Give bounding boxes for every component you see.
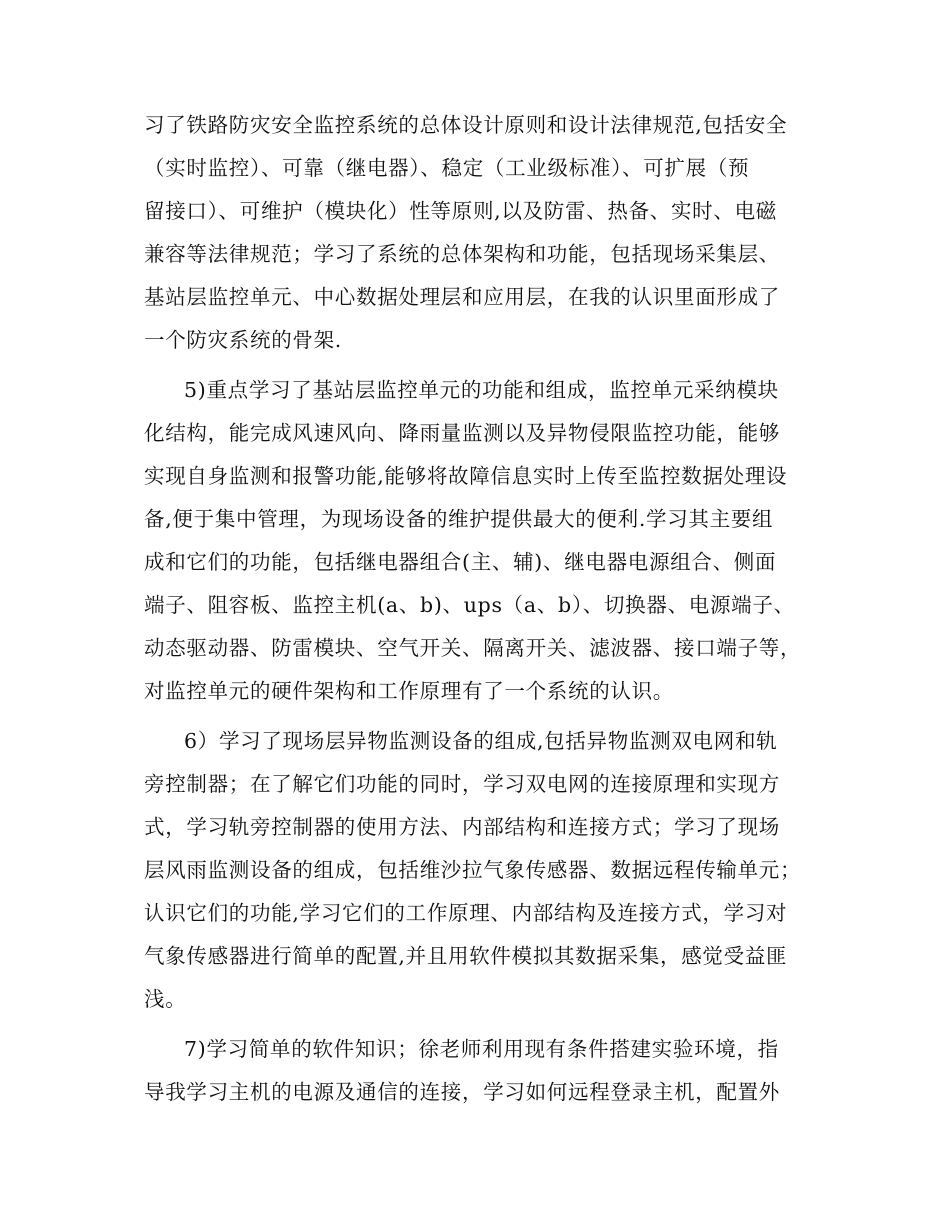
text-line: 习了铁路防灾安全监控系统的总体设计原则和设计法律规范,包括安全 (144, 113, 788, 137)
text-line: 浅。 (144, 987, 187, 1011)
text-line: 留接口）、可维护（模块化）性等原则,以及防雷、热备、实时、电磁 (144, 199, 777, 223)
text-line: 旁控制器；在了解它们功能的同时，学习双电网的连接原理和实现方 (144, 772, 780, 796)
text-line: 7)学习简单的软件知识；徐老师利用现有条件搭建实验环境，指 (184, 1037, 779, 1061)
text-line: 5)重点学习了基站层监控单元的功能和组成，监控单元采纳模块 (184, 378, 779, 402)
text-line: （实时监控）、可靠（继电器）、稳定（工业级标准）、可扩展（预 (144, 156, 750, 180)
text-line: 成和它们的功能，包括继电器组合(主、辅)、继电器电源组合、侧面 (144, 550, 777, 574)
text-line: 气象传感器进行简单的配置,并且用软件模拟其数据采集，感觉受益匪 (144, 944, 788, 968)
text-line: 对监控单元的硬件架构和工作原理有了一个系统的认识。 (144, 679, 674, 703)
text-line: 一个防灾系统的骨架. (144, 328, 343, 352)
paragraph-gap (144, 713, 824, 720)
paragraph-gap (144, 362, 824, 369)
text-line: 动态驱动器、防雷模块、空气开关、隔离开关、滤波器、接口端子等， (144, 636, 802, 660)
text-line: 实现自身监测和报警功能,能够将故障信息实时上传至监控数据处理设 (144, 464, 788, 488)
text-line: 层风雨监测设备的组成，包括维沙拉气象传感器、数据远程传输单元； (144, 858, 802, 882)
text-line: 端子、阻容板、监控主机(a、b)、ups（a、b）、切换器、电源端子、 (144, 593, 795, 617)
text-line: 基站层监控单元、中心数据处理层和应用层，在我的认识里面形成了 (144, 285, 780, 309)
text-line: 6）学习了现场层异物监测设备的组成,包括异物监测双电网和轨 (184, 729, 778, 753)
text-line: 化结构，能完成风速风向、降雨量监测以及异物侵限监控功能，能够 (144, 421, 780, 445)
text-line: 式，学习轨旁控制器的使用方法、内部结构和连接方式；学习了现场 (144, 815, 780, 839)
text-line: 备,便于集中管理，为现场设备的维护提供最大的便利.学习其主要组 (144, 507, 774, 531)
text-line: 认识它们的功能,学习它们的工作原理、内部结构及连接方式，学习对 (144, 901, 788, 925)
paragraph-gap (144, 1021, 824, 1028)
paragraph-item-5 (144, 369, 824, 713)
paragraph-item-7 (144, 1028, 824, 1114)
text-line: 兼容等法律规范；学习了系统的总体架构和功能，包括现场采集层、 (144, 242, 780, 266)
body-text (144, 104, 824, 1114)
text-line: 导我学习主机的电源及通信的连接，学习如何远程登录主机，配置外 (144, 1080, 780, 1104)
paragraph-item-6 (144, 720, 824, 1021)
paragraph-intro-continued (144, 104, 824, 362)
